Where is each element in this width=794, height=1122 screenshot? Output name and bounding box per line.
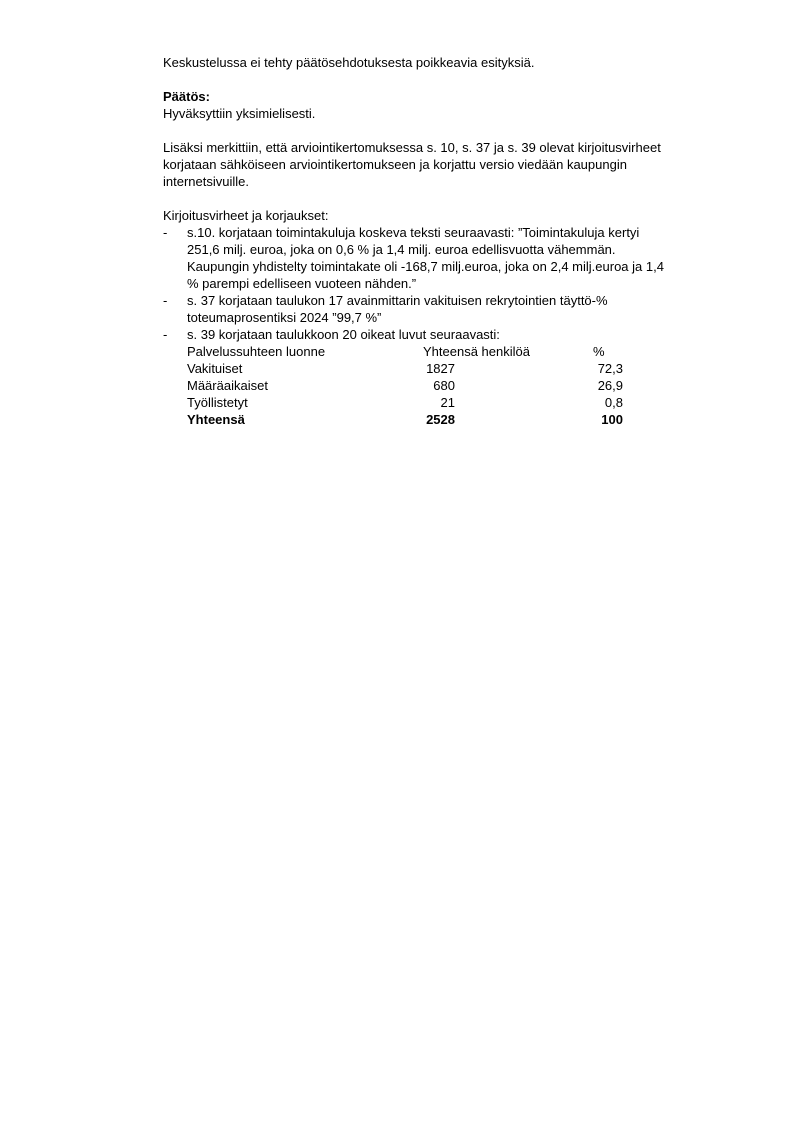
- table-spacer: [455, 411, 593, 428]
- table-cell: Määräaikaiset: [187, 378, 268, 393]
- note-line: internetsivuille.: [163, 174, 249, 189]
- table-spacer: [455, 394, 593, 411]
- table-cell: 26,9: [597, 378, 623, 393]
- spacer: [163, 71, 743, 88]
- table-cell: Työllistetyt: [187, 395, 248, 410]
- table-total-cell: 100: [601, 412, 623, 427]
- correction-item-page-39: [163, 326, 743, 428]
- correction-line: % parempi edelliseen vuoteen nähden.”: [187, 276, 417, 291]
- correction-item-page-10: [163, 224, 743, 292]
- intro-paragraph: Keskustelussa ei tehty päätösehdotuksesta poikkeavia esityksiä.: [163, 55, 535, 70]
- note-paragraph: [163, 139, 743, 190]
- correction-line: toteumaprosentiksi 2024 ”99,7 %”: [187, 310, 382, 325]
- table-cell: 0,8: [604, 395, 623, 410]
- list-dash: -: [163, 293, 168, 308]
- table-spacer: [455, 377, 593, 394]
- correction-line: 251,6 milj. euroa, joka on 0,6 % ja 1,4 milj. euroa edellisvuotta vähemmän.: [187, 242, 616, 257]
- table-cell: Vakituiset: [187, 361, 243, 376]
- correction-line: Kaupungin yhdistelty toimintakate oli -168,7 milj.euroa, joka on 2,4 milj.euroa ja 1,4: [187, 259, 664, 274]
- table-header-cell: %: [593, 344, 605, 359]
- spacer: [163, 190, 743, 207]
- list-dash: -: [163, 225, 168, 240]
- employment-table: [187, 343, 623, 428]
- table-total-row: [187, 411, 623, 428]
- table-header-cell: Yhteensä henkilöä: [423, 344, 530, 359]
- table-header-cell: Palvelussuhteen luonne: [187, 344, 326, 359]
- table-cell: 21: [440, 395, 455, 410]
- table-total-cell: Yhteensä: [187, 412, 245, 427]
- table-spacer: [455, 360, 593, 377]
- note-line: Lisäksi merkittiin, että arviointikertomuksessa s. 10, s. 37 ja s. 39 olevat kirjoitusvirheet: [163, 140, 661, 155]
- document-page: [163, 54, 743, 428]
- note-line: korjataan sähköiseen arviointikertomukseen ja korjattu versio viedään kaupungin: [163, 157, 627, 172]
- corrections-heading: Kirjoitusvirheet ja korjaukset:: [163, 208, 329, 223]
- correction-line: s. 39 korjataan taulukkoon 20 oikeat luvut seuraavasti:: [187, 327, 500, 342]
- decision-heading: Päätös:: [163, 89, 210, 104]
- table-total-cell: 2528: [426, 412, 455, 427]
- correction-line: s.10. korjataan toimintakuluja koskeva teksti seuraavasti: ”Toimintakuluja kertyi: [187, 225, 640, 240]
- spacer: [163, 122, 743, 139]
- table-cell: 72,3: [597, 361, 623, 376]
- table-row: [187, 377, 623, 394]
- decision-text: Hyväksyttiin yksimielisesti.: [163, 106, 316, 121]
- table-row: [187, 394, 623, 411]
- correction-item-page-37: [163, 292, 743, 326]
- table-header-row: [187, 343, 623, 360]
- table-cell: 680: [433, 378, 455, 393]
- list-dash: -: [163, 327, 168, 342]
- correction-line: s. 37 korjataan taulukon 17 avainmittarin vakituisen rekrytointien täyttö-%: [187, 293, 608, 308]
- table-row: [187, 360, 623, 377]
- table-cell: 1827: [426, 361, 455, 376]
